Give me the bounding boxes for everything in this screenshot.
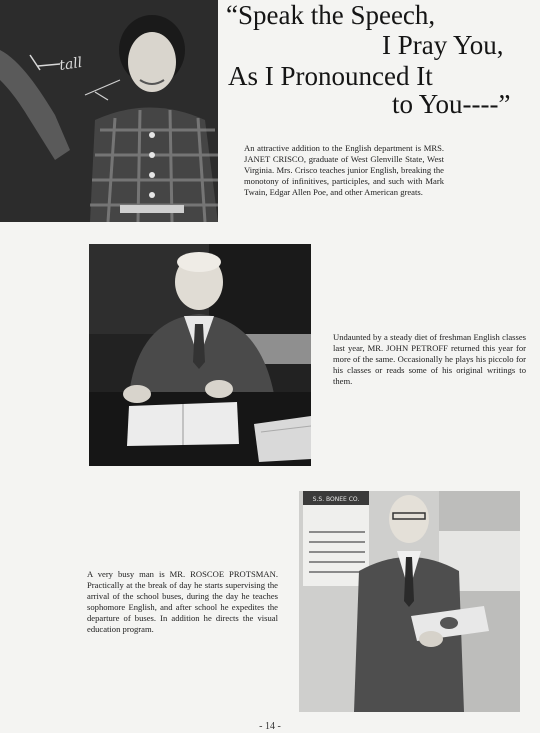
calendar-label: S.S. BONEE CO.: [312, 496, 360, 503]
caption-john-petroff: Undaunted by a steady diet of freshman English classes last year, MR. JOHN PETROFF returned this year for more of the same. Occasionally he plays his piccolo for his classes or reads some of his original writings to them.: [333, 332, 526, 386]
headline-line-2: I Pray You,: [382, 30, 504, 60]
photo-janet-crisco: [0, 0, 218, 222]
photo-john-petroff: [89, 244, 311, 466]
headline-line-4: to You----”: [392, 89, 511, 119]
chalkboard-text: tall: [58, 54, 84, 74]
headline-line-1: “Speak the Speech,: [226, 0, 436, 30]
photo-roscoe-protsman: [299, 491, 520, 712]
caption-roscoe-protsman: A very busy man is MR. ROSCOE PROTSMAN. Practically at the break of day he starts supervising the arrival of the school buses, during the day he teaches sophomore English, and after school he expedites the departure of buses. In addition he directs the visual education program.: [87, 569, 278, 634]
page-number: - 14 -: [259, 721, 281, 732]
headline-line-3: As I Pronounced It: [228, 61, 433, 91]
caption-janet-crisco: An attractive addition to the English department is MRS. JANET CRISCO, graduate of West Glenville State, West Virginia. Mrs. Crisco teaches junior English, breaking the monotony of infinitives, participles, and such with Mark Twain, Edgar Allen Poe, and other American greats.: [244, 143, 444, 197]
